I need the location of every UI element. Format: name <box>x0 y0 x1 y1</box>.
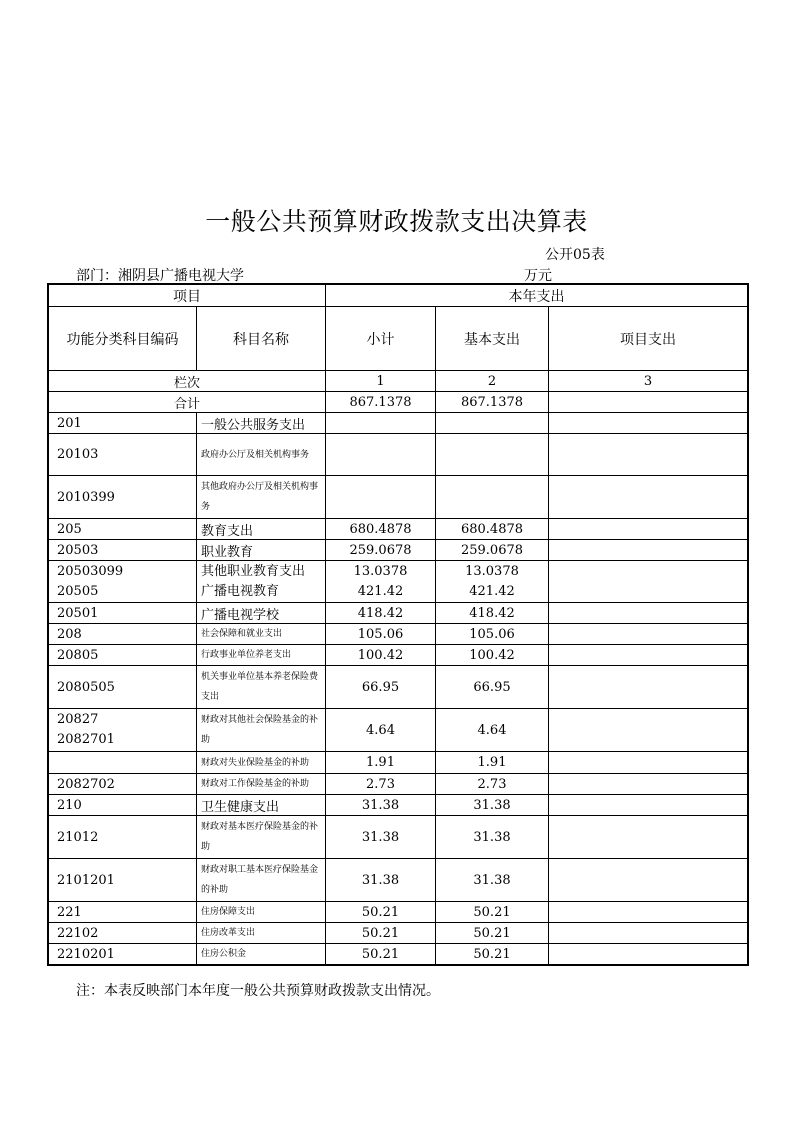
row-subtotal-line: 680.4878 <box>349 521 412 537</box>
row-subtotal <box>326 645 436 666</box>
row-project-exp <box>549 603 748 624</box>
row-subtotal <box>326 624 436 645</box>
header-project: 项目 <box>49 285 326 307</box>
table-row <box>49 923 748 944</box>
row-name <box>197 666 326 709</box>
budget-table <box>48 284 748 965</box>
row-code <box>49 624 197 645</box>
row-code-line: 20503 <box>57 542 99 558</box>
row-code <box>49 645 197 666</box>
row-subtotal <box>326 540 436 561</box>
row-code-line: 20505 <box>57 583 99 599</box>
table-row <box>49 434 748 476</box>
row-basic <box>436 519 549 540</box>
row-code <box>49 902 197 923</box>
row-project-exp <box>549 944 748 965</box>
row-basic-line: 31.38 <box>473 872 511 888</box>
row-code <box>49 923 197 944</box>
row-subtotal-line: 50.21 <box>361 925 400 941</box>
row-code-line: 2101201 <box>57 872 115 888</box>
row-basic-line: 66.95 <box>473 679 511 695</box>
row-name <box>197 476 326 519</box>
row-project-exp <box>549 752 748 774</box>
row-name-line: 政府办公厅及相关机构事务 <box>201 449 310 460</box>
row-basic <box>436 624 549 645</box>
table-row <box>49 603 748 624</box>
row-name <box>197 923 326 944</box>
table-row <box>49 561 748 603</box>
row-subtotal <box>326 902 436 923</box>
table-row <box>49 666 748 709</box>
row-code-line: 20805 <box>57 647 99 663</box>
unit-label: 万元 <box>524 268 552 284</box>
row-subtotal-line: 421.42 <box>357 583 404 599</box>
row-name <box>197 624 326 645</box>
row-name-line: 行政事业单位养老支出 <box>201 650 292 660</box>
row-basic-line: 13.0378 <box>465 563 519 579</box>
col-number-3: 3 <box>549 371 748 392</box>
row-name-line: 财政对失业保险基金的补助 <box>201 757 310 768</box>
row-code-line: 205 <box>57 521 82 537</box>
row-subtotal <box>326 944 436 965</box>
row-name <box>197 752 326 774</box>
row-subtotal-line: 418.42 <box>357 605 404 621</box>
table-row <box>49 752 748 774</box>
row-basic-line: 418.42 <box>469 605 515 621</box>
row-code-line: 2082702 <box>57 776 115 792</box>
row-code <box>49 859 197 902</box>
row-code-line: 2210201 <box>57 946 115 962</box>
row-basic <box>436 944 549 965</box>
row-project-exp <box>549 666 748 709</box>
row-subtotal <box>326 603 436 624</box>
header-current-year: 本年支出 <box>326 285 748 307</box>
row-basic-line: 31.38 <box>473 797 511 813</box>
col-row-label: 栏次 <box>49 371 326 392</box>
table-row <box>49 476 748 519</box>
row-code-line: 210 <box>57 797 82 813</box>
row-basic <box>436 774 549 795</box>
row-project-exp <box>549 540 748 561</box>
row-name-line: 其他职业教育支出 <box>201 563 306 579</box>
row-code <box>49 434 197 476</box>
row-basic <box>436 645 549 666</box>
table-row <box>49 540 748 561</box>
row-name <box>197 434 326 476</box>
row-name <box>197 816 326 859</box>
header-name: 科目名称 <box>197 307 326 371</box>
row-subtotal <box>326 923 436 944</box>
row-code-line: 2010399 <box>57 489 115 505</box>
row-code <box>49 561 197 603</box>
row-code <box>49 476 197 519</box>
row-name <box>197 795 326 816</box>
row-basic-line: 1.91 <box>477 755 507 770</box>
row-subtotal <box>326 561 436 603</box>
row-name-line: 财政对工作保险基金的补助 <box>201 779 310 789</box>
department-label: 部门：湘阴县广播电视大学 <box>76 268 244 284</box>
row-subtotal <box>326 816 436 859</box>
table-row <box>49 859 748 902</box>
row-project-exp <box>549 816 748 859</box>
row-subtotal-line: 100.42 <box>357 647 404 663</box>
row-code <box>49 666 197 709</box>
row-code-line: 20103 <box>57 447 99 462</box>
row-name <box>197 944 326 965</box>
row-project-exp <box>549 859 748 902</box>
row-code-line: 201 <box>57 415 82 431</box>
row-subtotal-line: 50.21 <box>361 946 400 962</box>
row-code-line: 2082701 <box>57 732 115 747</box>
row-name-line: 广播电视教育 <box>201 583 280 599</box>
row-code <box>49 519 197 540</box>
row-basic <box>436 709 549 752</box>
row-project-exp <box>549 645 748 666</box>
row-subtotal <box>326 434 436 476</box>
row-basic-line: 50.21 <box>473 904 511 920</box>
row-project-exp <box>549 561 748 603</box>
row-name-line: 住房保障支出 <box>201 907 256 917</box>
row-name <box>197 859 326 902</box>
row-name <box>197 902 326 923</box>
row-basic-line: 100.42 <box>469 647 515 663</box>
row-name <box>197 645 326 666</box>
row-basic-line: 31.38 <box>473 829 511 845</box>
row-basic-line: 680.4878 <box>460 521 524 537</box>
row-basic <box>436 816 549 859</box>
row-basic-line: 421.42 <box>469 583 515 599</box>
row-subtotal <box>326 413 436 434</box>
page-title: 一般公共预算财政拨款支出决算表 <box>205 207 588 236</box>
table-row <box>49 902 748 923</box>
row-project-exp <box>549 902 748 923</box>
table-row <box>49 645 748 666</box>
row-basic <box>436 603 549 624</box>
row-basic-line: 4.64 <box>477 722 507 738</box>
row-name-line: 社会保障和就业支出 <box>201 629 283 639</box>
table-row <box>49 519 748 540</box>
table-row <box>49 944 748 965</box>
row-code <box>49 413 197 434</box>
col-number-2: 2 <box>436 371 549 392</box>
row-code-line: 20827 <box>57 712 99 727</box>
row-name <box>197 709 326 752</box>
table-row <box>49 624 748 645</box>
row-name-line: 职业教育 <box>201 544 254 560</box>
row-code-line: 22102 <box>57 925 99 941</box>
row-code <box>49 944 197 965</box>
row-name <box>197 519 326 540</box>
row-code <box>49 540 197 561</box>
row-code <box>49 795 197 816</box>
row-name-line: 住房公积金 <box>201 949 247 959</box>
header-row-1 <box>49 285 748 307</box>
row-basic <box>436 752 549 774</box>
row-basic-line: 105.06 <box>469 626 515 642</box>
row-subtotal-line: 31.38 <box>361 829 400 845</box>
row-code-line: 20501 <box>57 605 99 621</box>
row-name <box>197 413 326 434</box>
row-name <box>197 540 326 561</box>
row-code <box>49 774 197 795</box>
total-row <box>49 392 748 413</box>
row-code-line: 2080505 <box>57 679 115 695</box>
row-subtotal-line: 4.64 <box>366 722 395 738</box>
table-row <box>49 413 748 434</box>
row-basic-line: 50.21 <box>473 925 511 941</box>
row-project-exp <box>549 413 748 434</box>
row-code-line: 20503099 <box>57 563 124 579</box>
row-name <box>197 774 326 795</box>
row-basic <box>436 476 549 519</box>
total-project-exp <box>549 392 748 413</box>
row-basic <box>436 795 549 816</box>
row-basic-line: 50.21 <box>473 946 511 962</box>
row-basic <box>436 923 549 944</box>
row-project-exp <box>549 519 748 540</box>
header-project-exp: 项目支出 <box>549 307 748 371</box>
table-row <box>49 774 748 795</box>
row-name-line: 卫生健康支出 <box>201 799 280 815</box>
table-row <box>49 709 748 752</box>
row-subtotal-line: 105.06 <box>357 626 404 642</box>
row-project-exp <box>549 774 748 795</box>
row-basic <box>436 666 549 709</box>
row-subtotal-line: 259.0678 <box>349 542 412 558</box>
row-code <box>49 709 197 752</box>
row-name-line: 财政对基本医疗保险基金的补助 <box>201 822 319 852</box>
row-basic <box>436 902 549 923</box>
row-subtotal-line: 1.91 <box>366 755 395 770</box>
row-name-line: 广播电视学校 <box>201 607 280 623</box>
row-subtotal <box>326 795 436 816</box>
row-name-line: 住房改革支出 <box>201 928 256 938</box>
row-code <box>49 603 197 624</box>
row-basic <box>436 859 549 902</box>
row-code-line: 21012 <box>57 829 99 845</box>
total-label: 合计 <box>49 392 326 413</box>
table-row <box>49 816 748 859</box>
row-name <box>197 603 326 624</box>
header-basic: 基本支出 <box>436 307 549 371</box>
row-subtotal-line: 31.38 <box>361 872 400 888</box>
row-subtotal-line: 31.38 <box>361 797 400 813</box>
row-name-line: 一般公共服务支出 <box>201 417 306 433</box>
row-name <box>197 561 326 603</box>
row-subtotal <box>326 752 436 774</box>
row-basic-line: 259.0678 <box>460 542 524 558</box>
row-subtotal-line: 2.73 <box>366 776 395 792</box>
row-subtotal-line: 13.0378 <box>353 563 408 579</box>
row-project-exp <box>549 923 748 944</box>
row-project-exp <box>549 624 748 645</box>
row-basic-line: 2.73 <box>477 776 507 792</box>
col-number-1: 1 <box>326 371 436 392</box>
total-basic: 867.1378 <box>436 392 549 413</box>
row-basic <box>436 540 549 561</box>
row-subtotal-line: 50.21 <box>361 904 400 920</box>
row-subtotal <box>326 666 436 709</box>
row-subtotal <box>326 519 436 540</box>
header-row-2 <box>49 307 748 371</box>
row-project-exp <box>549 476 748 519</box>
row-code <box>49 752 197 774</box>
footnote: 注：本表反映部门本年度一般公共预算财政拨款支出情况。 <box>76 983 440 999</box>
column-number-row <box>49 371 748 392</box>
row-name-line: 机关事业单位基本养老保险费支出 <box>201 672 319 702</box>
row-basic <box>436 434 549 476</box>
row-name-line: 财政对其他社会保险基金的补助 <box>201 715 319 745</box>
row-subtotal-line: 66.95 <box>361 679 400 695</box>
row-subtotal <box>326 476 436 519</box>
row-subtotal <box>326 859 436 902</box>
row-basic <box>436 561 549 603</box>
table-row <box>49 795 748 816</box>
row-name-line: 财政对职工基本医疗保险基金的补助 <box>201 865 319 895</box>
header-subtotal: 小计 <box>326 307 436 371</box>
row-subtotal <box>326 774 436 795</box>
row-code-line: 221 <box>57 904 82 920</box>
row-project-exp <box>549 434 748 476</box>
row-subtotal <box>326 709 436 752</box>
row-basic <box>436 413 549 434</box>
header-code: 功能分类科目编码 <box>49 307 197 371</box>
row-project-exp <box>549 795 748 816</box>
row-name-line: 其他政府办公厅及相关机构事务 <box>201 482 319 512</box>
row-name-line: 教育支出 <box>201 523 254 539</box>
row-code-line: 208 <box>57 626 82 642</box>
form-code: 公开05表 <box>545 247 605 263</box>
total-subtotal: 867.1378 <box>326 392 436 413</box>
row-code <box>49 816 197 859</box>
row-project-exp <box>549 709 748 752</box>
